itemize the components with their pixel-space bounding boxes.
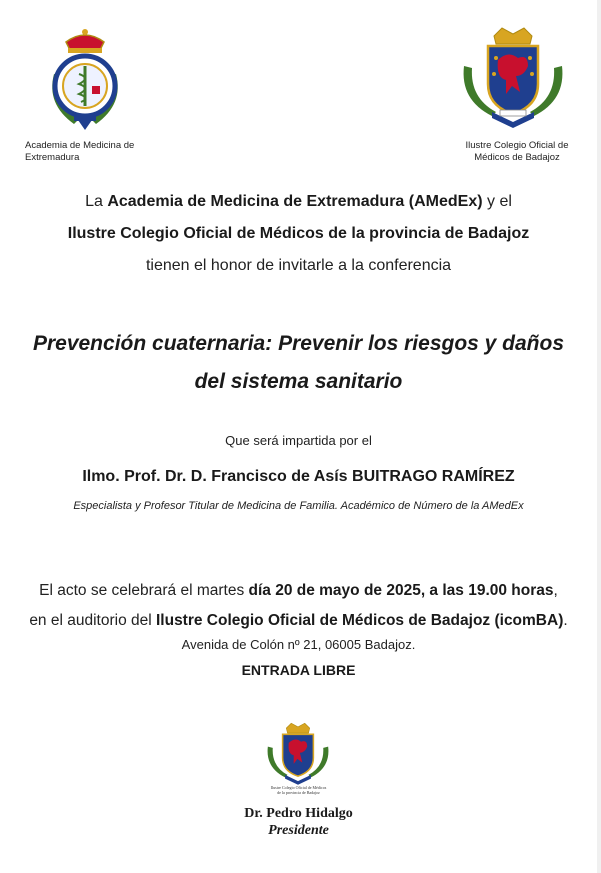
conference-title xyxy=(0,325,597,401)
college-crest-icon xyxy=(458,26,568,130)
college-caption-line1: Ilustre Colegio Oficial de xyxy=(465,140,569,151)
intro-line3: tienen el honor de invitarle a la conferencia xyxy=(145,257,452,274)
event-line2-pre: en el auditorio del xyxy=(29,612,156,629)
footer-caption-line2: de la provincia de Badajoz xyxy=(277,790,320,795)
invitation-intro xyxy=(0,186,597,282)
event-line2 xyxy=(0,606,597,636)
college-crest-icon xyxy=(262,722,334,786)
speaker-intro: Que será impartida por el xyxy=(225,433,372,448)
academy-caption-line2: Extremadura xyxy=(25,152,80,163)
footer-logo-caption xyxy=(0,785,597,795)
intro-college-name: Ilustre Colegio Oficial de Médicos de la provincia de Badajoz xyxy=(67,225,530,242)
college-caption-line2: Médicos de Badajoz xyxy=(474,152,560,163)
conference-title-line2: del sistema sanitario xyxy=(194,370,403,393)
speaker-role: Especialista y Profesor Titular de Medicina de Familia. Académico de Número de la AMedEx xyxy=(73,500,524,512)
president-name: Dr. Pedro Hidalgo xyxy=(244,806,353,821)
speaker-name: Ilmo. Prof. Dr. D. Francisco de Asís BUITRAGO RAMÍREZ xyxy=(82,468,515,485)
intro-line1 xyxy=(0,186,597,218)
president-title: Presidente xyxy=(268,823,329,838)
academy-caption-line1: Academia de Medicina de xyxy=(25,140,135,151)
footer-caption-line1: Ilustre Colegio Oficial de Médicos xyxy=(270,785,327,790)
conference-title-line1: Prevención cuaternaria: Prevenir los riesgos y daños xyxy=(32,332,565,355)
event-line2-post: . xyxy=(563,612,568,629)
intro-line1-post: y el xyxy=(482,193,512,210)
event-line1 xyxy=(0,576,597,606)
event-venue: Ilustre Colegio Oficial de Médicos de Badajoz (icomBA) xyxy=(155,612,564,629)
event-line1-post: , xyxy=(553,582,558,599)
event-details xyxy=(0,576,597,636)
event-line1-pre: El acto se celebrará el martes xyxy=(39,582,249,599)
college-logo-caption xyxy=(458,140,576,164)
intro-line2 xyxy=(0,218,597,250)
intro-line1-pre: La xyxy=(85,193,108,210)
event-date-time: día 20 de mayo de 2025, a las 19.00 horas xyxy=(248,582,554,599)
academy-crest-icon xyxy=(44,24,126,136)
intro-academy-name: Academia de Medicina de Extremadura (AMedEx) xyxy=(107,193,483,210)
academy-logo-caption xyxy=(25,140,134,164)
entry-label: ENTRADA LIBRE xyxy=(241,662,356,678)
event-address: Avenida de Colón nº 21, 06005 Badajoz. xyxy=(181,637,416,652)
scrollbar[interactable] xyxy=(597,0,601,873)
